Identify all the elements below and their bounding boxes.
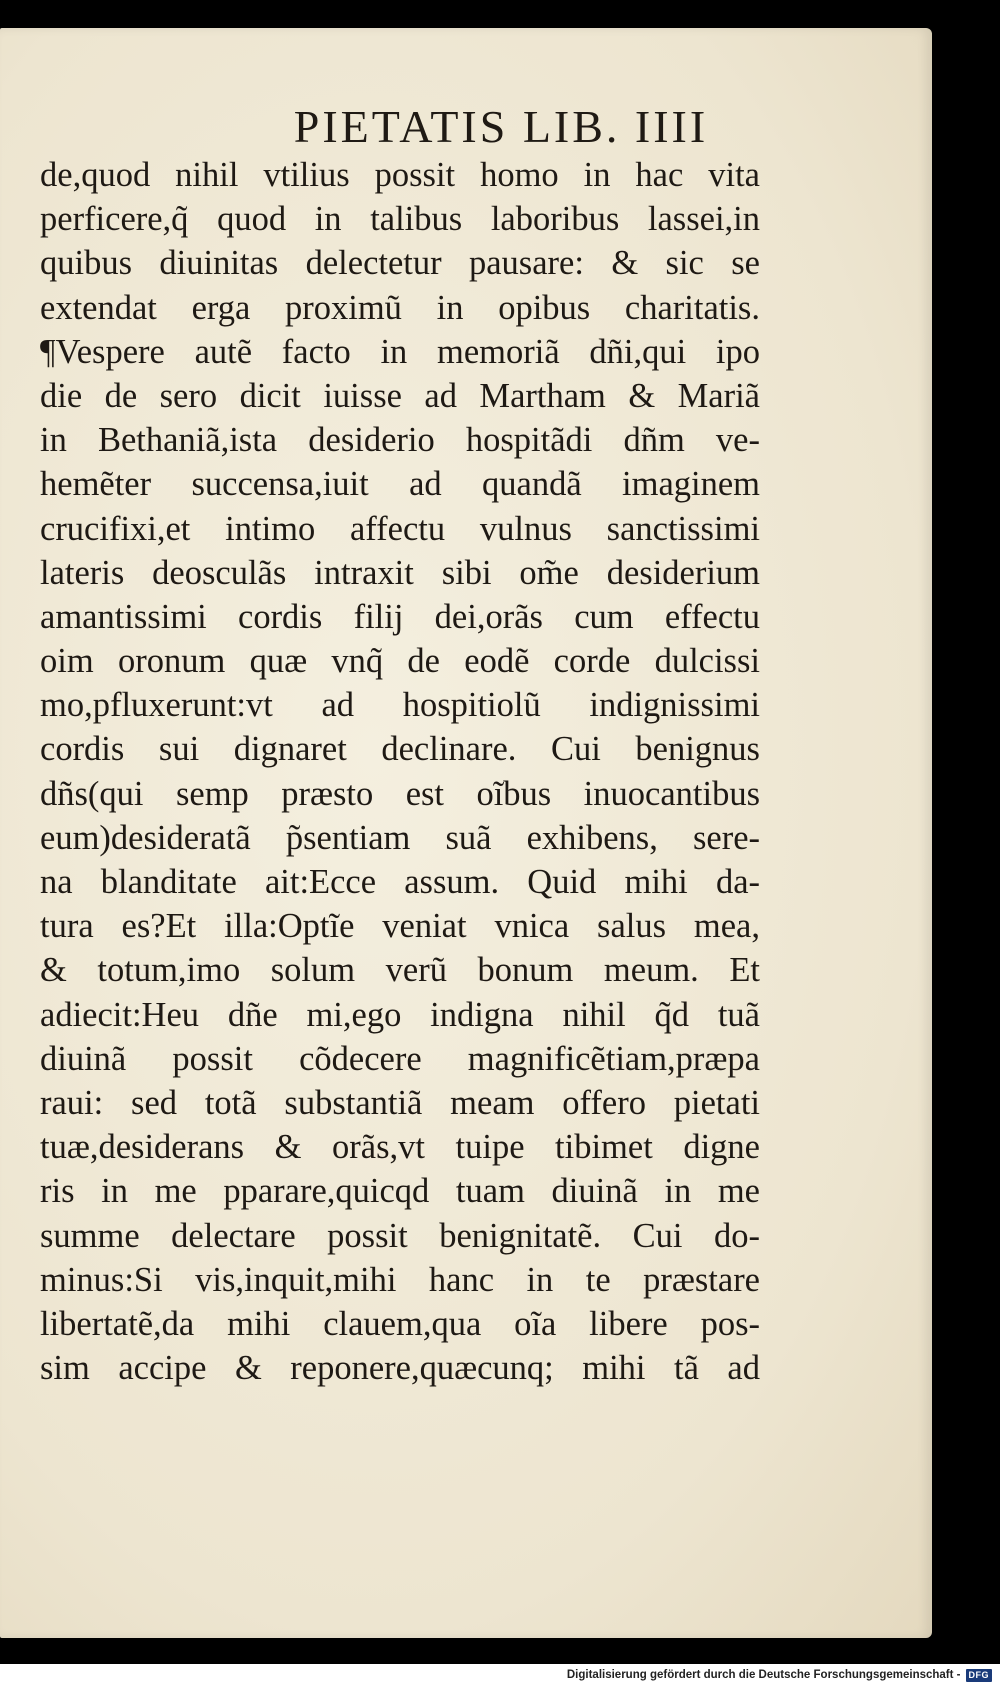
text-line: mo,pfluxerunt:vt ad hospitiolũ indignissimi [40,686,760,725]
text-block [40,153,760,1390]
text-line: quibus diuinitas delectetur pausare: & sic se [40,244,760,283]
text-line: sim accipe & reponere,quæcunq; mihi tã ad [40,1349,760,1388]
text-line: de,quod nihil vtilius possit homo in hac vita [40,156,760,194]
funding-credit-text: Digitalisierung gefördert durch die Deutsche Forschungsgemeinschaft - [566,1669,961,1681]
text-line: in Bethaniã,ista desiderio hospitãdi dñm ve- [40,421,760,460]
text-line: crucifixi,et intimo affectu vulnus sanctissimi [40,509,760,548]
text-line: ris in me pparare,quicqd tuam diuinã in me [40,1172,760,1211]
text-line: dñs(qui semp præsto est oĩbus inuocantibus [40,774,760,813]
text-line: hemẽter succensa,iuit ad quandã imaginem [40,465,760,504]
text-line: perficere,q̃ quod in talibus laboribus lassei,in [40,200,760,239]
book-page [0,28,932,1638]
text-line: oim oronum quæ vnq̃ de eodẽ corde dulcissi [40,642,760,681]
text-line: lateris deosculãs intraxit sibi om̃e desiderium [40,553,760,592]
text-line: adiecit:Heu dñe mi,ego indigna nihil q̃d tuã [40,995,760,1034]
text-line: raui: sed totã substantiã meam offero pietati [40,1083,760,1122]
text-line: eum)desideratã p̃sentiam suã exhibens, sere- [40,818,760,857]
text-line: summe delectare possit benignitatẽ. Cui do- [40,1216,760,1255]
text-line: tura es?Et illa:Optĩe veniat vnica salus mea, [40,907,760,946]
text-line: diuinã possit cõdecere magnificẽtiam,præpa [40,1039,760,1078]
running-head: PIETATIS LIB. IIII [293,101,709,152]
text-line: ¶Vespere autẽ facto in memoriã dñi,qui ipo [40,332,760,371]
text-line: extendat erga proximũ in opibus charitatis. [40,288,760,327]
text-line: cordis sui dignaret declinare. Cui benignus [40,730,760,769]
text-line: na blanditate ait:Ecce assum. Quid mihi da- [40,863,760,901]
dfg-logo-icon: DFG [966,1669,993,1682]
text-line: minus:Si vis,inquit,mihi hanc in te præstare [40,1260,760,1299]
text-line: die de sero dicit iuisse ad Martham & Mariã [40,376,760,415]
digitization-credit-bar [0,1664,1000,1686]
text-line: tuæ,desiderans & orãs,vt tuipe tibimet digne [40,1128,760,1167]
text-line: & totum,imo solum verũ bonum meum. Et [40,951,760,990]
text-line: libertatẽ,da mihi clauem,qua oĩa libere pos- [40,1304,760,1343]
text-line: amantissimi cordis filij dei,orãs cum effectu [40,597,760,636]
